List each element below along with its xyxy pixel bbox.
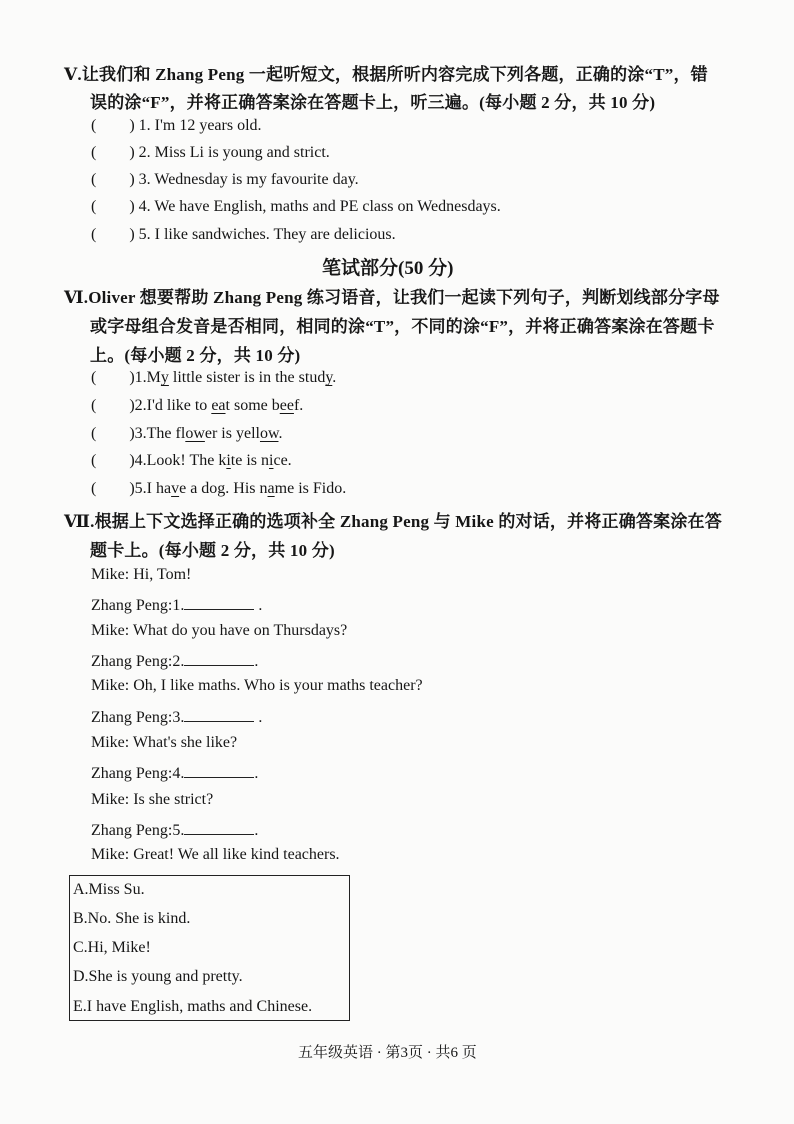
speaker: Zhang Peng: bbox=[91, 765, 173, 782]
underlined-letters: i bbox=[226, 452, 231, 469]
speaker: Zhang Peng: bbox=[91, 822, 173, 839]
answer-blank bbox=[184, 595, 254, 610]
dialogue-line: Mike: Great! We all like kind teachers. bbox=[91, 846, 340, 863]
underlined-letters: i bbox=[269, 452, 274, 469]
dialogue-line: Zhang Peng:4. . bbox=[91, 765, 259, 782]
written-part-title: 笔试部分(50 分) bbox=[322, 258, 454, 279]
speaker: Mike: bbox=[91, 677, 130, 694]
list-item: ( ) 2. Miss Li is young and strict. bbox=[91, 144, 330, 161]
speaker: Mike: bbox=[91, 734, 130, 751]
dialogue-line: Mike: What's she like? bbox=[91, 734, 238, 751]
option-b: B.No. She is kind. bbox=[73, 910, 191, 927]
speaker: Mike: bbox=[91, 622, 130, 639]
underlined-letters: ee bbox=[279, 397, 294, 414]
speaker: Zhang Peng: bbox=[91, 709, 173, 726]
underlined-letters: ow bbox=[259, 425, 279, 442]
section6-heading-line1: Ⅵ.Oliver 想要帮助 Zhang Peng 练习语音，让我们一起读下列句子，判断划线部分字母 bbox=[64, 288, 720, 307]
dialogue-line: Zhang Peng:3. . bbox=[91, 709, 263, 726]
section7-heading-line1: Ⅶ.根据上下文选择正确的选项补全 Zhang Peng 与 Mike 的对话，并将正确答案涂在答 bbox=[64, 512, 722, 531]
dialogue-line: Mike: Oh, I like maths. Who is your maths teacher? bbox=[91, 677, 423, 694]
section5-heading-line2: 误的涂“F”，并将正确答案涂在答题卡上，听三遍。(每小题 2 分，共 10 分) bbox=[90, 93, 656, 112]
dialogue-line: Mike: Is she strict? bbox=[91, 791, 214, 808]
answer-blank bbox=[184, 651, 254, 666]
list-item: ( ) 5. I like sandwiches. They are delicious. bbox=[91, 226, 396, 243]
dialogue-line: Mike: Hi, Tom! bbox=[91, 566, 192, 583]
section5-heading-line1: Ⅴ.让我们和 Zhang Peng 一起听短文，根据所听内容完成下列各题，正确的涂“T”，错 bbox=[64, 65, 708, 84]
underlined-letters: y bbox=[325, 369, 333, 386]
option-d: D.She is young and pretty. bbox=[73, 968, 243, 985]
dialogue-line: Zhang Peng:2. . bbox=[91, 653, 259, 670]
section6-heading-line3: 上。(每小题 2 分，共 10 分) bbox=[90, 346, 301, 365]
list-item: ( )4.Look! The kite is nice. bbox=[91, 452, 292, 469]
underlined-letters: ea bbox=[211, 397, 226, 414]
underlined-letters: v bbox=[171, 480, 180, 497]
underlined-letters: a bbox=[267, 480, 275, 497]
list-item: ( ) 4. We have English, maths and PE class on Wednesdays. bbox=[91, 198, 501, 215]
option-a: A.Miss Su. bbox=[73, 881, 145, 898]
list-item: ( ) 3. Wednesday is my favourite day. bbox=[91, 171, 359, 188]
section7-heading-line2: 题卡上。(每小题 2 分，共 10 分) bbox=[90, 541, 335, 560]
speaker: Mike: bbox=[91, 566, 130, 583]
list-item: ( )3.The flower is yellow. bbox=[91, 425, 283, 442]
speaker: Zhang Peng: bbox=[91, 653, 173, 670]
list-item: ( )2.I'd like to eat some beef. bbox=[91, 397, 304, 414]
list-item: ( )1.My little sister is in the study. bbox=[91, 369, 337, 386]
speaker: Zhang Peng: bbox=[91, 597, 173, 614]
list-item: ( ) 1. I'm 12 years old. bbox=[91, 117, 262, 134]
speaker: Mike: bbox=[91, 791, 130, 808]
underlined-letters: y bbox=[160, 369, 169, 386]
answer-blank bbox=[184, 820, 254, 835]
answer-blank bbox=[184, 707, 254, 722]
answer-blank bbox=[184, 763, 254, 778]
option-c: C.Hi, Mike! bbox=[73, 939, 151, 956]
page-footer: 五年级英语 · 第3页 · 共6 页 bbox=[298, 1045, 477, 1061]
section6-heading-line2: 或字母组合发音是否相同，相同的涂“T”，不同的涂“F”，并将正确答案涂在答题卡 bbox=[90, 317, 715, 336]
speaker: Mike: bbox=[91, 846, 130, 863]
list-item: ( )5.I have a dog. His name is Fido. bbox=[91, 480, 347, 497]
underlined-letters: ow bbox=[185, 425, 205, 442]
dialogue-line: Zhang Peng:5. . bbox=[91, 822, 259, 839]
options-box bbox=[69, 875, 350, 1021]
dialogue-line: Mike: What do you have on Thursdays? bbox=[91, 622, 348, 639]
dialogue-line: Zhang Peng:1. . bbox=[91, 597, 263, 614]
option-e: E.I have English, maths and Chinese. bbox=[73, 998, 313, 1015]
